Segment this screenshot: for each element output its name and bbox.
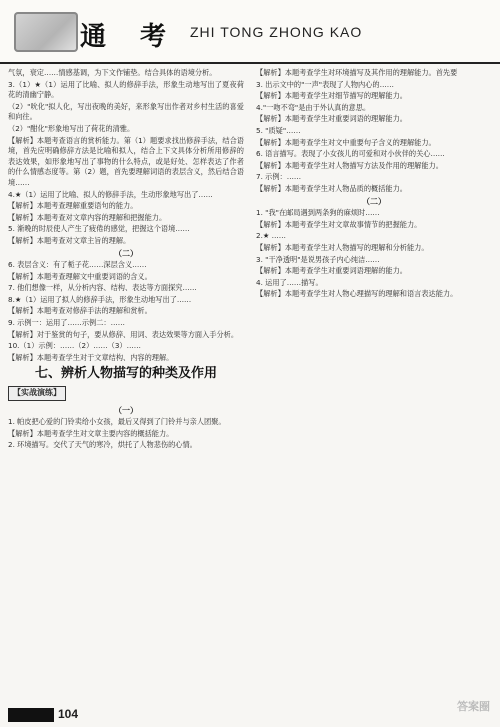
left-para2-3: 8.★（1）运用了拟人的修辞手法，形象生动地写出了…… [8, 294, 192, 304]
watermark: 答案圈 [457, 701, 490, 713]
right-para-3: 4."一吻不弯"是由于外认真的意思。 [256, 102, 371, 112]
right-para2-2: 2.★ …… [256, 231, 286, 241]
left-para-9: 【解析】本题考查对文章主旨的理解。 [8, 235, 131, 245]
left-para2-8: 【解析】本题考查学生对于文章结构、内容的理解。 [8, 352, 174, 362]
chapter-title: 七、辨析人物描写的种类及作用 [34, 366, 217, 382]
left-para3-1: 【解析】本题考查学生对文章主要内容的概括能力。 [8, 428, 174, 438]
right-para-10: 【解析】本题考查学生对人物品质的概括能力。 [256, 183, 407, 193]
header-subtitle: ZHI TONG ZHONG KAO [190, 24, 363, 40]
right-para-2: 【解析】本题考查学生对细节描写的理解能力。 [256, 91, 407, 101]
right-para-6: 【解析】本题考查学生对文中重要句子含义的理解能力。 [256, 137, 436, 147]
left-para-1: 3.（1）★（1）运用了比喻、拟人的修辞手法，形象生动地写出了夏夜荷花的清幽宁静。 [8, 79, 244, 100]
right-para-4: 【解析】本题考查学生对重要词语的理解能力。 [256, 114, 407, 124]
left-para-3: （2）"酣化"形象地写出了荷花的清雅。 [8, 123, 135, 133]
left-para2-0: 6. 表层含义：有了栀子花……深层含义…… [8, 260, 147, 270]
left-para-0: 气氛，衰定……情感基调，为下文作铺垫。结合具体的语境分析。 [8, 68, 217, 77]
right-para-8: 【解析】本题考查学生对人物描写方法及作用的理解能力。 [256, 160, 443, 170]
left-para2-7: 10.（1）示例：……（2）……（3）…… [8, 341, 141, 351]
right-para2-0: 1. "我"在邮局遇到两条狗的麻烦时…… [256, 208, 380, 218]
right-column [256, 68, 492, 301]
logo-word-1: 通 [80, 22, 107, 52]
left-section-2-heading: （二） [114, 248, 138, 258]
left-section-3-heading: （一） [114, 405, 138, 415]
book-logo-icon [14, 12, 78, 52]
left-para3-2: 2. 环境描写。交代了天气的寒冷，烘托了人物悲伤的心情。 [8, 440, 197, 450]
left-para2-4: 【解析】本题考查对修辞手法的理解和赏析。 [8, 306, 152, 316]
right-para2-3: 【解析】本题考查学生对人物描写的理解和分析能力。 [256, 242, 429, 252]
left-para-6: 【解析】本题考查理解重要语句的能力。 [8, 201, 138, 211]
right-para-7: 6. 语言描写。表现了小女孩儿的可爱和对小伙伴的关心…… [256, 149, 445, 159]
right-para-5: 5. "质疑"…… [256, 125, 301, 135]
left-para-4: 【解析】本题考查语言的赏析能力。第（1）题要求找出修辞手法，结合语境，首先应明确修辞方法是比喻和拟人，结合上下文具体分析所用修辞的表达效果，如形象地写出了事物的什么特点，或是好处、怎样表达了作者的什么情感态度等。第（2）题，首先要理解词语的表层含义，然后结合语境…… [8, 135, 244, 187]
right-para2-1: 【解析】本题考查学生对文章故事情节的把握能力。 [256, 219, 422, 229]
right-para2-5: 【解析】本题考查学生对重要词语理解的能力。 [256, 266, 407, 276]
right-para-9: 7. 示例：…… [256, 172, 302, 182]
practice-label: 【实战演练】 [8, 386, 66, 401]
left-para2-1: 【解析】本题考查理解文中重要词语的含义。 [8, 271, 152, 281]
page-number: 104 [58, 707, 79, 721]
right-para2-7: 【解析】本题考查学生对人物心理描写的理解和语言表达能力。 [256, 289, 458, 299]
left-para-5: 4.★（1）运用了比喻、拟人的修辞手法，生动形象地写出了…… [8, 189, 213, 199]
left-para-7: 【解析】本题考查对文章内容的理解和把握能力。 [8, 212, 167, 222]
right-section-2-heading: （二） [362, 196, 386, 206]
page-mark-icon [8, 708, 54, 722]
left-para-2: （2）"吮化"拟人化，写出夜晚的美好，来形象写出作者对乡村生活的喜爱和向往。 [8, 101, 244, 122]
logo-word-2: 考 [140, 22, 167, 52]
left-para2-6: 【解析】对于鉴赏的句子，要从修辞、用词、表达效果等方面入手分析。 [8, 329, 239, 339]
right-para2-4: 3. "干净透明"是说男孩子内心纯洁…… [256, 254, 380, 264]
left-para2-2: 7. 他们想像一样，从分析内容、结构、表达等方面探究…… [8, 283, 197, 293]
left-para2-5: 9. 示例一：运用了……示例二：…… [8, 318, 125, 328]
left-column [8, 68, 244, 452]
right-para-0: 【解析】本题考查学生对环境描写及其作用的理解能力。首先要 [256, 68, 458, 77]
right-para-1: 3. 出示文中的"一声"表现了人物内心的…… [256, 79, 394, 89]
page-header [0, 0, 500, 64]
left-para3-0: 1. 帕皮把心爱的门铃卖给小女孩，最后又得到了门铃并与亲人团聚。 [8, 417, 226, 427]
left-para-8: 5. 渐晚的时辰使人产生了疲倦的感觉，把握这个语境…… [8, 224, 190, 234]
right-para2-6: 4. 运用了……描写。 [256, 277, 323, 287]
